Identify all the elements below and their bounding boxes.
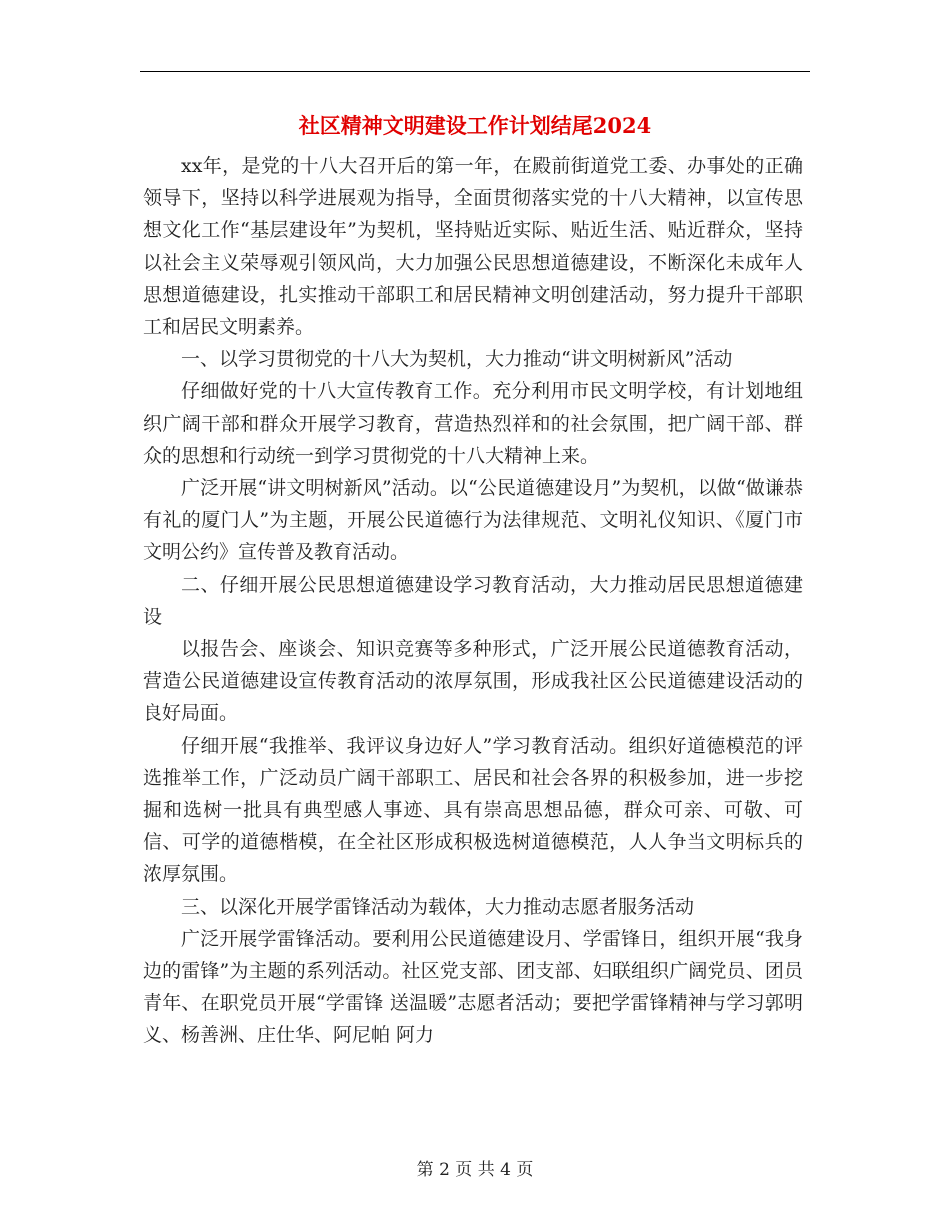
page-footer: 第 2 页 共 4 页 <box>416 1160 534 1180</box>
paragraph: 广泛开展“讲文明树新风”活动。以“公民道德建设月”为契机，以做“做谦恭有礼的厦门人”为主题，开展公民道德行为法律规范、文明礼仪知识、《厦门市文明公约》宣传普及教育活动。 <box>143 477 803 564</box>
paragraph: xx年，是党的十八大召开后的第一年，在殿前街道党工委、办事处的正确领导下，坚持以科学进展观为指导，全面贯彻落实党的十八大精神，以宣传思想文化工作“基层建设年”为契机，坚持贴近实际、贴近生活、贴近群众，坚持以社会主义荣辱观引领风尚，大力加强公民思想道德建设，不断深化未成年人思想道德建设，扎实推动干部职工和居民精神文明创建活动，努力提升干部职工和居民文明素养。 <box>143 155 803 339</box>
paragraph: 以报告会、座谈会、知识竞赛等多种形式，广泛开展公民道德教育活动，营造公民道德建设宣传教育活动的浓厚氛围，形成我社区公民道德建设活动的良好局面。 <box>143 638 803 725</box>
header-rule <box>140 71 810 72</box>
document-body <box>143 150 803 1052</box>
section-heading: 二、仔细开展公民思想道德建设学习教育活动，大力推动居民思想道德建设 <box>143 573 803 628</box>
paragraph: 广泛开展学雷锋活动。要利用公民道德建设月、学雷锋日，组织开展“我身边的雷锋”为主题的系列活动。社区党支部、团支部、妇联组织广阔党员、团员青年、在职党员开展“学雷锋 送温暖”志愿者活动；要把学雷锋精神与学习郭明义、杨善洲、庄仕华、阿尼帕 阿力 <box>143 927 803 1047</box>
paragraph: 仔细开展“我推举、我评议身边好人”学习教育活动。组织好道德模范的评选推举工作，广泛动员广阔干部职工、居民和社会各界的积极参加，进一步挖掘和选树一批具有典型感人事迹、具有崇高思想品德，群众可亲、可敬、可信、可学的道德楷模，在全社区形成积极选树道德模范，人人争当文明标兵的浓厚氛围。 <box>143 734 803 886</box>
section-heading: 一、以学习贯彻党的十八大为契机，大力推动“讲文明树新风”活动 <box>181 348 733 371</box>
paragraph: 仔细做好党的十八大宣传教育工作。充分利用市民文明学校，有计划地组织广阔干部和群众开展学习教育，营造热烈祥和的社会氛围，把广阔干部、群众的思想和行动统一到学习贯彻党的十八大精神上来。 <box>143 380 803 467</box>
document-title: 社区精神文明建设工作计划结尾2024 <box>298 113 652 138</box>
section-heading: 三、以深化开展学雷锋活动为载体，大力推动志愿者服务活动 <box>181 895 695 918</box>
